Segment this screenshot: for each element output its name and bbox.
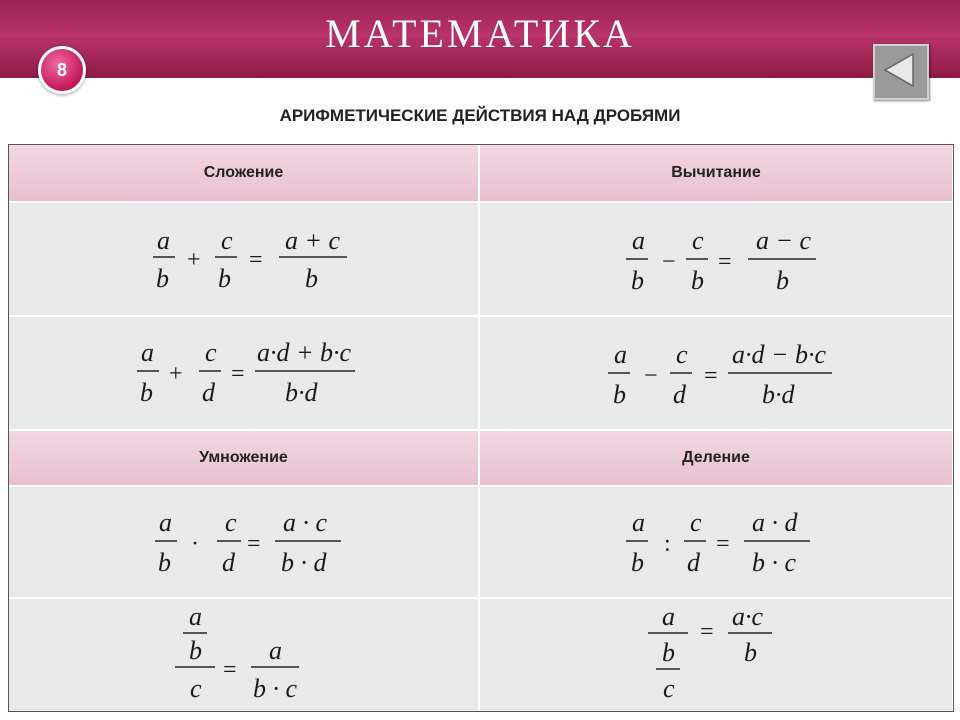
svg-text:c: c <box>690 508 702 537</box>
svg-text:b: b <box>631 266 644 295</box>
formula-multiply <box>9 487 479 597</box>
formula-cell <box>9 203 479 315</box>
formula-cell <box>9 599 479 711</box>
svg-text:c: c <box>205 338 217 367</box>
svg-text:a · c: a · c <box>283 508 328 537</box>
svg-text:a: a <box>157 226 170 255</box>
svg-text:b · c: b · c <box>253 674 298 703</box>
svg-text:a + c: a + c <box>285 226 341 255</box>
svg-text:=: = <box>716 531 730 557</box>
svg-text:=: = <box>247 531 261 557</box>
svg-text:+: + <box>187 247 201 273</box>
svg-text:a: a <box>269 636 282 665</box>
svg-text:a · d: a · d <box>752 508 798 537</box>
svg-text:c: c <box>221 226 233 255</box>
page-number-badge: 8 <box>38 46 86 94</box>
svg-text:a·d + b·c: a·d + b·c <box>257 338 352 367</box>
formula-divide <box>480 487 952 597</box>
svg-text:a: a <box>632 508 645 537</box>
svg-text:b · c: b · c <box>752 548 797 577</box>
svg-text:a: a <box>632 226 645 255</box>
formula-cell <box>9 317 479 429</box>
svg-text:b·d: b·d <box>285 378 318 407</box>
svg-text:b: b <box>189 636 202 665</box>
svg-text:b·d: b·d <box>762 380 795 409</box>
svg-text:c: c <box>190 674 202 703</box>
svg-text:b: b <box>776 266 789 295</box>
svg-text:+: + <box>169 361 183 387</box>
svg-text:=: = <box>249 247 263 273</box>
svg-text:b: b <box>691 266 704 295</box>
svg-text:d: d <box>202 378 215 407</box>
svg-text:·: · <box>191 531 199 557</box>
header-banner <box>0 0 960 78</box>
svg-text:b: b <box>613 380 626 409</box>
svg-text:a: a <box>614 340 627 369</box>
svg-text:=: = <box>231 361 245 387</box>
section-header-division: Деление <box>480 431 952 485</box>
formula-cell <box>9 487 479 597</box>
svg-text:d: d <box>673 380 686 409</box>
formula-multiply-complex-fraction <box>9 599 479 711</box>
svg-text:c: c <box>225 508 237 537</box>
svg-text:=: = <box>718 249 732 275</box>
svg-text:b: b <box>158 548 171 577</box>
svg-text:a·d − b·c: a·d − b·c <box>732 340 827 369</box>
formula-cell <box>480 317 952 429</box>
svg-text:c: c <box>676 340 688 369</box>
svg-text:c: c <box>663 674 675 703</box>
fractions-table <box>8 144 954 712</box>
svg-text:c: c <box>692 226 704 255</box>
svg-text:b: b <box>305 264 318 293</box>
svg-text:b: b <box>631 548 644 577</box>
svg-text::: : <box>664 531 671 557</box>
svg-text:b: b <box>218 264 231 293</box>
section-header-multiplication: Умножение <box>9 431 479 485</box>
section-header-addition: Сложение <box>9 145 479 201</box>
formula-add-different-denominator <box>9 317 479 429</box>
svg-text:a: a <box>189 602 202 631</box>
svg-text:−: − <box>644 363 658 389</box>
formula-cell <box>480 203 952 315</box>
svg-text:=: = <box>704 363 718 389</box>
svg-text:b: b <box>156 264 169 293</box>
formula-cell <box>480 599 952 711</box>
formula-subtract-same-denominator <box>480 203 952 315</box>
formula-divide-complex-fraction <box>480 599 952 711</box>
svg-text:=: = <box>700 619 714 645</box>
section-header-subtraction: Вычитание <box>480 145 952 201</box>
back-arrow-icon <box>875 46 923 94</box>
svg-text:=: = <box>223 657 237 683</box>
app-title: МАТЕМАТИКА <box>325 11 635 56</box>
formula-subtract-different-denominator <box>480 317 952 429</box>
svg-text:−: − <box>662 249 676 275</box>
svg-text:b · d: b · d <box>281 548 327 577</box>
svg-text:a: a <box>159 508 172 537</box>
svg-text:b: b <box>140 378 153 407</box>
svg-text:b: b <box>744 638 757 667</box>
formula-cell <box>480 487 952 597</box>
back-button[interactable] <box>873 44 929 100</box>
page-subtitle: АРИФМЕТИЧЕСКИЕ ДЕЙСТВИЯ НАД ДРОБЯМИ <box>279 106 681 125</box>
svg-text:a: a <box>662 602 675 631</box>
svg-text:a: a <box>141 338 154 367</box>
formula-add-same-denominator <box>9 203 479 315</box>
svg-text:b: b <box>662 638 675 667</box>
svg-text:d: d <box>222 548 235 577</box>
svg-text:d: d <box>687 548 700 577</box>
svg-text:a·c: a·c <box>732 602 764 631</box>
svg-text:a − c: a − c <box>756 226 812 255</box>
